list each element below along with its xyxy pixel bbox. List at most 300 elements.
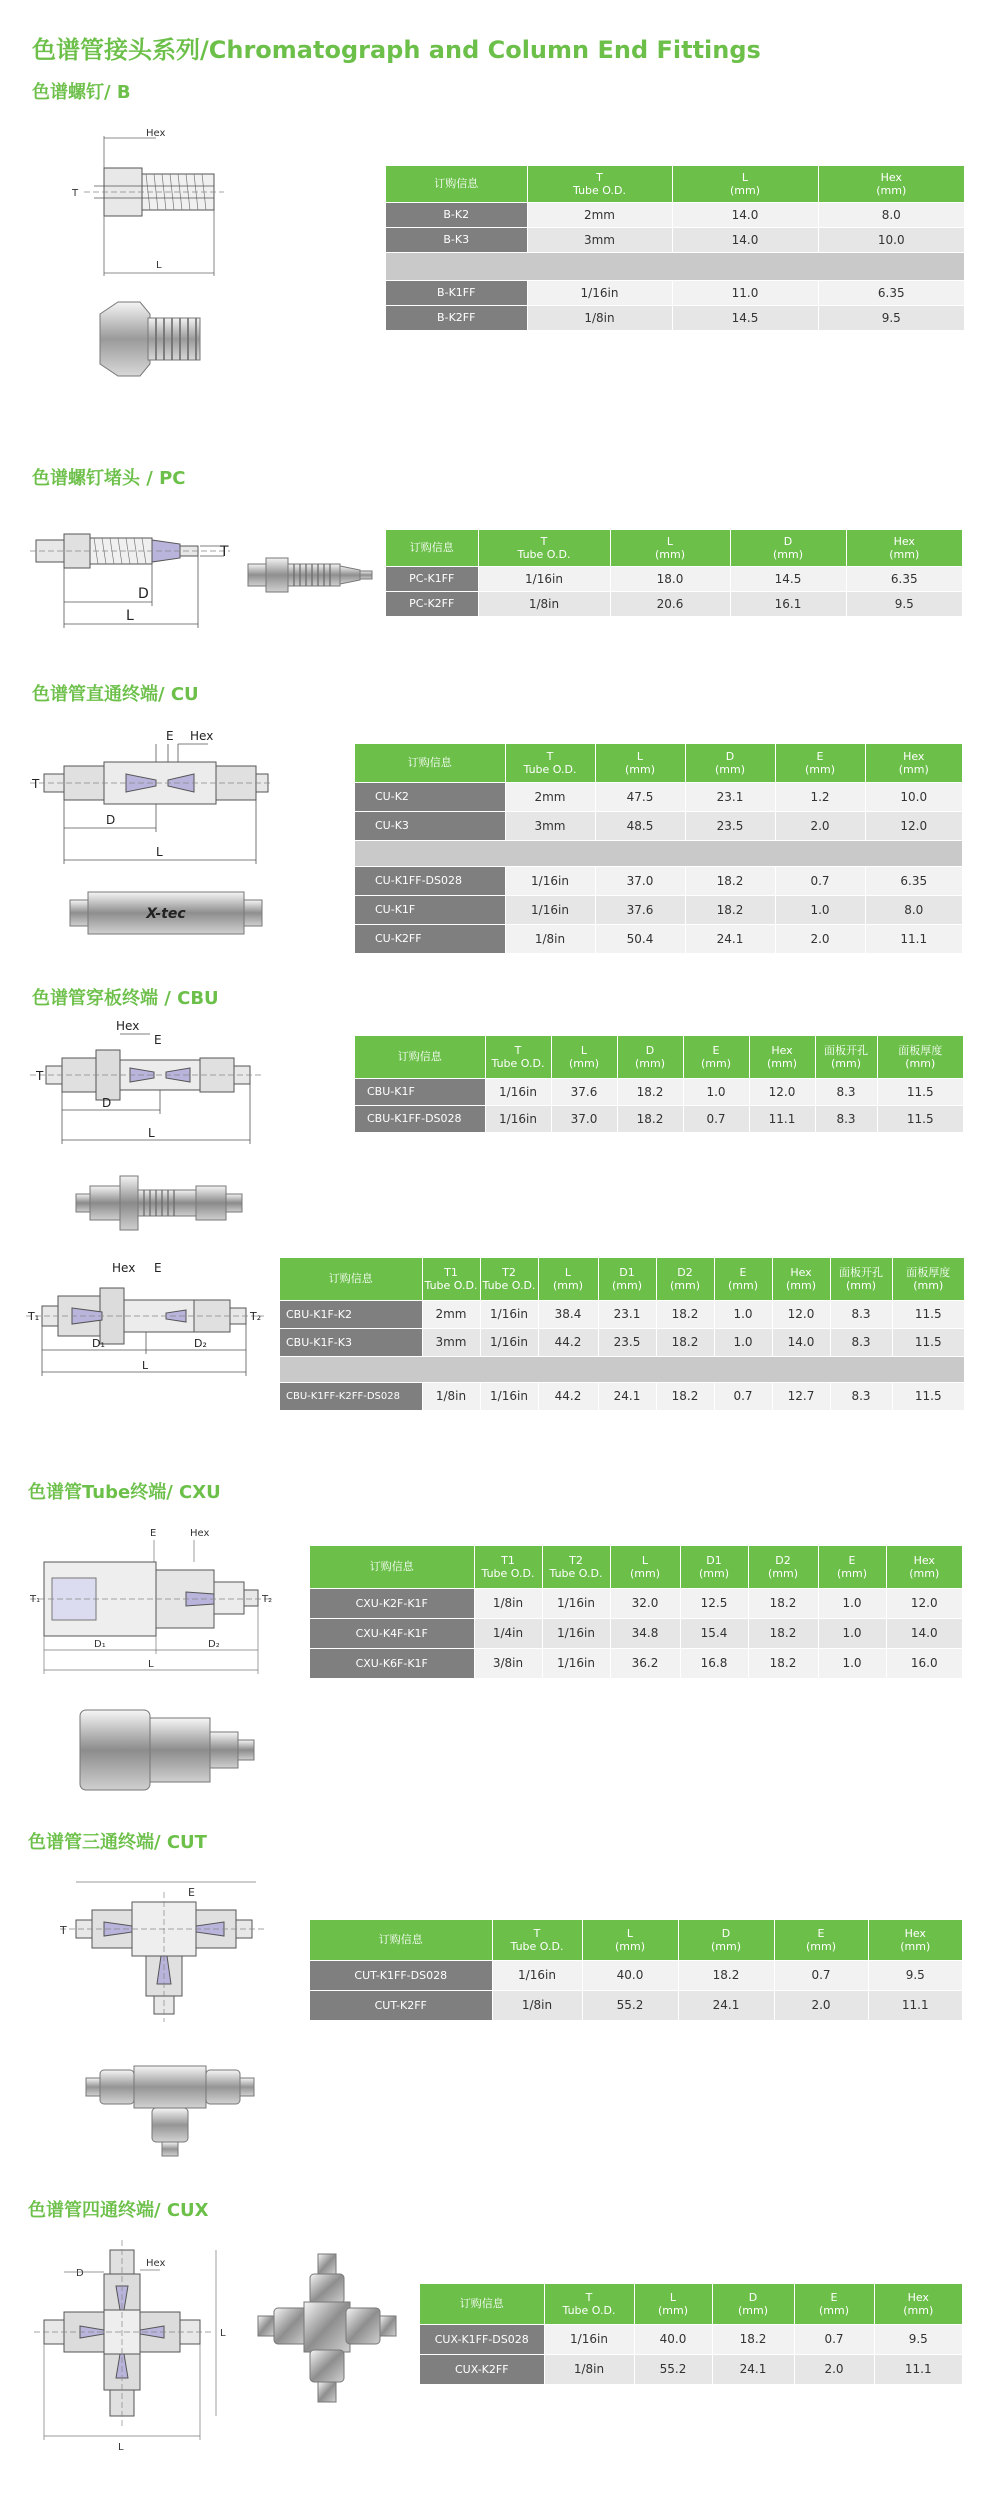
section-title-cux: 色谱管四通终端/ CUX xyxy=(28,2200,209,2221)
cbu-header-cell: T Tube O.D. xyxy=(485,1036,551,1078)
cut-header-cell: Hex (mm) xyxy=(868,1920,962,1960)
table-cell: 37.0 xyxy=(551,1105,617,1132)
table-cell: 0.7 xyxy=(775,866,865,895)
cu-spec-table xyxy=(355,744,962,953)
table-cell: 40.0 xyxy=(582,1960,678,1990)
table-cell: 14.0 xyxy=(672,227,818,252)
table-cell: 23.1 xyxy=(685,782,775,811)
cxu-product-photo xyxy=(72,1700,262,1800)
table-cell: 8.0 xyxy=(865,895,962,924)
table-cell: 11.5 xyxy=(877,1105,963,1132)
cxu-label-t2: T₂ xyxy=(262,1594,273,1605)
table-cell: 1.0 xyxy=(714,1328,772,1356)
cux-product-photo xyxy=(252,2250,402,2410)
cbu-header-cell: 面板开孔 (mm) xyxy=(815,1036,877,1078)
cxu-header-cell: 订购信息 xyxy=(310,1546,474,1588)
cbu2-header-cell: 面板开孔 (mm) xyxy=(830,1258,892,1300)
pc-header-cell: D (mm) xyxy=(730,530,846,566)
cbu2-label-t2: T₂ xyxy=(250,1310,262,1323)
cbu2-label-hex: Hex xyxy=(112,1261,136,1275)
cxu-spec-table xyxy=(310,1546,962,1678)
cbu2-header-cell: T2 Tube O.D. xyxy=(480,1258,538,1300)
table-cell: 11.5 xyxy=(892,1300,964,1328)
section-title-cxu: 色谱管Tube终端/ CXU xyxy=(28,1482,221,1503)
cu-product-photo xyxy=(66,886,266,940)
cux-label-l: L xyxy=(118,2442,124,2453)
table-cell: 12.0 xyxy=(886,1588,962,1618)
cut-product-photo xyxy=(80,2060,260,2160)
cux-header-row xyxy=(420,2284,962,2324)
table-cell: 1/16in xyxy=(527,280,672,305)
table-cell: 1/16in xyxy=(542,1588,610,1618)
cxu-label-l: L xyxy=(148,1659,154,1670)
table-row xyxy=(280,1382,964,1410)
table-cell: 38.4 xyxy=(538,1300,598,1328)
table-cell: 2.0 xyxy=(775,811,865,840)
cxu-label-t1: T₁ xyxy=(30,1594,41,1605)
table-cell: 1/16in xyxy=(492,1960,582,1990)
cxu-label-e: E xyxy=(150,1528,157,1539)
table-cell: 2mm xyxy=(422,1300,480,1328)
table-cell: 1/16in xyxy=(485,1105,551,1132)
table-cell: 40.0 xyxy=(634,2324,712,2354)
table-cell: 16.0 xyxy=(886,1648,962,1678)
cu-header-row xyxy=(355,744,962,782)
table-cell: 0.7 xyxy=(794,2324,874,2354)
cux-label-hex: Hex xyxy=(146,2258,166,2269)
cu-label-d: D xyxy=(106,813,116,827)
table-cell: 37.0 xyxy=(595,866,685,895)
cbu-header-row xyxy=(355,1036,963,1078)
table-cell: 37.6 xyxy=(595,895,685,924)
section-title-cbu: 色谱管穿板终端 / CBU xyxy=(32,988,219,1009)
table-cell: 2.0 xyxy=(794,2354,874,2384)
cux-header-cell: 订购信息 xyxy=(420,2284,544,2324)
table-cell: 44.2 xyxy=(538,1382,598,1410)
table-cell: 0.7 xyxy=(714,1382,772,1410)
table-cell: 32.0 xyxy=(610,1588,680,1618)
table-row xyxy=(280,1300,964,1328)
cux-header-cell: Hex (mm) xyxy=(874,2284,962,2324)
cux-header-cell: T Tube O.D. xyxy=(544,2284,634,2324)
table-cell: 9.5 xyxy=(846,591,962,616)
table-cell: 0.7 xyxy=(774,1960,868,1990)
cbu-spec-table xyxy=(355,1036,963,1132)
b-header-row xyxy=(386,166,964,202)
table-row xyxy=(310,1990,962,2020)
table-cell: CU-K1F xyxy=(355,895,505,924)
cbu-header-cell: Hex (mm) xyxy=(749,1036,815,1078)
table-cell: CU-K2FF xyxy=(355,924,505,953)
table-cell: 1/16in xyxy=(542,1618,610,1648)
table-cell: CBU-K1F xyxy=(355,1078,485,1105)
table-cell: CUX-K2FF xyxy=(420,2354,544,2384)
table-row xyxy=(310,1648,962,1678)
cux-label-d: D xyxy=(76,2268,84,2279)
b-label-hex: Hex xyxy=(146,128,166,139)
cu-label-e: E xyxy=(166,729,174,743)
table-cell: 44.2 xyxy=(538,1328,598,1356)
cbu2-label-t1: T₁ xyxy=(28,1310,40,1323)
table-cell: 18.2 xyxy=(656,1300,714,1328)
pc-technical-drawing xyxy=(30,520,245,635)
table-cell: 0.7 xyxy=(683,1105,749,1132)
cu-label-hex: Hex xyxy=(190,729,214,743)
table-cell: 1/16in xyxy=(480,1382,538,1410)
pc-header-cell: 订购信息 xyxy=(386,530,478,566)
cxu-header-cell: E (mm) xyxy=(818,1546,886,1588)
table-cell: CU-K3 xyxy=(355,811,505,840)
table-cell: CU-K1FF-DS028 xyxy=(355,866,505,895)
cux-technical-drawing xyxy=(30,2236,240,2456)
cux-header-cell: L (mm) xyxy=(634,2284,712,2324)
cbu2-header-cell: T1 Tube O.D. xyxy=(422,1258,480,1300)
table-cell: 18.2 xyxy=(685,866,775,895)
table-cell: 11.5 xyxy=(892,1328,964,1356)
table-cell: 14.5 xyxy=(672,305,818,330)
cut-header-cell: 订购信息 xyxy=(310,1920,492,1960)
table-cell: 1/8in xyxy=(505,924,595,953)
table-cell: 1.0 xyxy=(818,1588,886,1618)
table-cell: 1/8in xyxy=(422,1382,480,1410)
table-cell: 1/4in xyxy=(474,1618,542,1648)
table-cell: 47.5 xyxy=(595,782,685,811)
table-cell: 18.0 xyxy=(610,566,730,591)
table-cell: 11.1 xyxy=(874,2354,962,2384)
table-row xyxy=(355,1078,963,1105)
cbu2-header-row xyxy=(280,1258,964,1300)
table-cell: 6.35 xyxy=(818,280,964,305)
table-cell: 18.2 xyxy=(617,1105,683,1132)
pc-label-d: D xyxy=(138,586,149,602)
table-cell: 1.0 xyxy=(818,1648,886,1678)
b-header-cell: 订购信息 xyxy=(386,166,527,202)
table-cell: 8.3 xyxy=(830,1328,892,1356)
cu-photo-logo: X-tec xyxy=(146,906,186,922)
cbu2-label-l: L xyxy=(142,1359,149,1372)
table-cell: 1/16in xyxy=(480,1328,538,1356)
table-cell: 1/16in xyxy=(505,895,595,924)
table-cell: 16.1 xyxy=(730,591,846,616)
table-cell: 18.2 xyxy=(656,1328,714,1356)
table-cell: 1/16in xyxy=(485,1078,551,1105)
cbu-reducer-technical-drawing xyxy=(26,1258,266,1388)
table-cell: B-K1FF xyxy=(386,280,527,305)
cbu2-label-e: E xyxy=(154,1261,162,1275)
cut-spec-table xyxy=(310,1920,962,2020)
table-cell: B-K2FF xyxy=(386,305,527,330)
table-separator-row xyxy=(386,252,964,280)
table-cell: 6.35 xyxy=(846,566,962,591)
table-cell: 2mm xyxy=(505,782,595,811)
cu-header-cell: Hex (mm) xyxy=(865,744,962,782)
table-cell: 8.3 xyxy=(815,1105,877,1132)
table-cell: 3mm xyxy=(527,227,672,252)
table-cell: 1/16in xyxy=(480,1300,538,1328)
cbu2-label-d2: D₂ xyxy=(194,1337,207,1350)
table-cell: 14.0 xyxy=(886,1618,962,1648)
cut-label-t: T xyxy=(60,1924,67,1937)
table-cell: 1.0 xyxy=(683,1078,749,1105)
table-row xyxy=(386,566,962,591)
table-row xyxy=(310,1960,962,1990)
table-cell: 12.0 xyxy=(865,811,962,840)
pc-product-photo xyxy=(240,540,380,620)
table-cell: 14.0 xyxy=(672,202,818,227)
table-cell: 8.3 xyxy=(815,1078,877,1105)
table-cell: 18.2 xyxy=(712,2324,794,2354)
table-cell: 16.8 xyxy=(680,1648,748,1678)
table-row xyxy=(355,895,962,924)
cbu2-header-cell: D1 (mm) xyxy=(598,1258,656,1300)
cut-header-cell: L (mm) xyxy=(582,1920,678,1960)
table-cell: 1/8in xyxy=(478,591,610,616)
table-cell: 8.3 xyxy=(830,1300,892,1328)
table-cell: 18.2 xyxy=(748,1618,818,1648)
cxu-header-cell: T2 Tube O.D. xyxy=(542,1546,610,1588)
cbu-header-cell: E (mm) xyxy=(683,1036,749,1078)
table-cell: 18.2 xyxy=(617,1078,683,1105)
cu-label-t: T xyxy=(32,777,40,791)
b-spec-table xyxy=(386,166,964,330)
table-cell: 15.4 xyxy=(680,1618,748,1648)
table-cell: 14.5 xyxy=(730,566,846,591)
pc-spec-table xyxy=(386,530,962,616)
cbu-product-photo xyxy=(70,1168,250,1238)
table-cell: 23.1 xyxy=(598,1300,656,1328)
cbu2-header-cell: 订购信息 xyxy=(280,1258,422,1300)
table-cell: 23.5 xyxy=(598,1328,656,1356)
cbu-reducer-spec-table xyxy=(280,1258,964,1410)
table-cell: 1/16in xyxy=(544,2324,634,2354)
table-row xyxy=(280,1328,964,1356)
cu-header-cell: T Tube O.D. xyxy=(505,744,595,782)
table-cell: 1.0 xyxy=(818,1618,886,1648)
cbu-header-cell: 面板厚度 (mm) xyxy=(877,1036,963,1078)
cbu2-header-cell: Hex (mm) xyxy=(772,1258,830,1300)
table-cell: 18.2 xyxy=(748,1648,818,1678)
cbu2-header-cell: 面板厚度 (mm) xyxy=(892,1258,964,1300)
table-cell: 8.0 xyxy=(818,202,964,227)
cux-label-l-vertical: L xyxy=(220,2328,226,2339)
cu-header-cell: L (mm) xyxy=(595,744,685,782)
page-title: 色谱管接头系列/Chromatograph and Column End Fittings xyxy=(32,36,761,64)
section-title-b: 色谱螺钉/ B xyxy=(32,82,131,103)
cut-header-cell: T Tube O.D. xyxy=(492,1920,582,1960)
table-cell: 18.2 xyxy=(748,1588,818,1618)
table-cell: 1/8in xyxy=(492,1990,582,2020)
table-cell: 11.5 xyxy=(877,1078,963,1105)
table-cell: 8.3 xyxy=(830,1382,892,1410)
cut-header-cell: D (mm) xyxy=(678,1920,774,1960)
cbu2-header-cell: L (mm) xyxy=(538,1258,598,1300)
table-cell: CBU-K1FF-DS028 xyxy=(355,1105,485,1132)
table-cell: 20.6 xyxy=(610,591,730,616)
table-cell: CUT-K1FF-DS028 xyxy=(310,1960,492,1990)
table-cell: 1/8in xyxy=(544,2354,634,2384)
table-row xyxy=(386,305,964,330)
table-cell: 11.5 xyxy=(892,1382,964,1410)
table-row xyxy=(386,280,964,305)
table-row xyxy=(420,2324,962,2354)
table-cell: 24.1 xyxy=(712,2354,794,2384)
cux-spec-table xyxy=(420,2284,962,2384)
table-cell: 1/8in xyxy=(474,1588,542,1618)
table-cell: 9.5 xyxy=(868,1960,962,1990)
table-row xyxy=(355,1105,963,1132)
table-cell: 2.0 xyxy=(774,1990,868,2020)
table-row xyxy=(420,2354,962,2384)
table-cell: B-K2 xyxy=(386,202,527,227)
cbu-header-cell: 订购信息 xyxy=(355,1036,485,1078)
table-separator-row xyxy=(280,1356,964,1382)
table-cell: 48.5 xyxy=(595,811,685,840)
table-cell: 1/16in xyxy=(505,866,595,895)
table-cell: 1/16in xyxy=(542,1648,610,1678)
pc-header-cell: T Tube O.D. xyxy=(478,530,610,566)
cxu-header-cell: D2 (mm) xyxy=(748,1546,818,1588)
cbu-technical-drawing xyxy=(30,1010,270,1150)
table-cell: CXU-K2F-K1F xyxy=(310,1588,474,1618)
cut-header-row xyxy=(310,1920,962,1960)
table-row xyxy=(355,866,962,895)
table-row xyxy=(310,1618,962,1648)
table-cell: 1/16in xyxy=(478,566,610,591)
table-row xyxy=(355,924,962,953)
table-cell: 24.1 xyxy=(685,924,775,953)
section-title-cu: 色谱管直通终端/ CU xyxy=(32,684,199,705)
table-cell: 9.5 xyxy=(874,2324,962,2354)
pc-label-l: L xyxy=(126,608,134,624)
pc-header-cell: L (mm) xyxy=(610,530,730,566)
b-header-cell: T Tube O.D. xyxy=(527,166,672,202)
table-cell: 50.4 xyxy=(595,924,685,953)
table-cell: 36.2 xyxy=(610,1648,680,1678)
table-cell: CXU-K6F-K1F xyxy=(310,1648,474,1678)
cu-header-cell: E (mm) xyxy=(775,744,865,782)
table-row xyxy=(386,202,964,227)
table-cell: 24.1 xyxy=(678,1990,774,2020)
table-separator-row xyxy=(355,840,962,866)
b-label-l: L xyxy=(156,260,162,271)
pc-label-t: T xyxy=(220,544,229,560)
table-cell: 34.8 xyxy=(610,1618,680,1648)
cxu-label-d1: D₁ xyxy=(94,1639,106,1650)
cut-header-cell: E (mm) xyxy=(774,1920,868,1960)
table-cell: 11.0 xyxy=(672,280,818,305)
cu-technical-drawing xyxy=(30,722,270,872)
table-row xyxy=(355,811,962,840)
cxu-header-cell: T1 Tube O.D. xyxy=(474,1546,542,1588)
cbu-label-l: L xyxy=(148,1126,155,1140)
table-row xyxy=(386,227,964,252)
table-cell: PC-K1FF xyxy=(386,566,478,591)
cbu-label-hex: Hex xyxy=(116,1019,140,1033)
table-cell: 3/8in xyxy=(474,1648,542,1678)
cxu-technical-drawing xyxy=(30,1522,280,1682)
table-cell: 3mm xyxy=(422,1328,480,1356)
cxu-header-cell: D1 (mm) xyxy=(680,1546,748,1588)
cu-header-cell: 订购信息 xyxy=(355,744,505,782)
table-cell: CBU-K1F-K2 xyxy=(280,1300,422,1328)
cxu-header-cell: L (mm) xyxy=(610,1546,680,1588)
cbu-label-e: E xyxy=(154,1033,162,1047)
table-cell: PC-K2FF xyxy=(386,591,478,616)
table-cell: 1.2 xyxy=(775,782,865,811)
cbu-label-d: D xyxy=(102,1096,112,1110)
table-cell: B-K3 xyxy=(386,227,527,252)
cut-technical-drawing xyxy=(60,1872,270,2032)
table-row xyxy=(386,591,962,616)
b-label-t: T xyxy=(72,188,79,199)
table-cell: CBU-K1FF-K2FF-DS028 xyxy=(280,1382,422,1410)
table-cell: 12.0 xyxy=(749,1078,815,1105)
table-cell: 11.1 xyxy=(865,924,962,953)
cut-label-e: E xyxy=(188,1886,195,1899)
table-cell: CUX-K1FF-DS028 xyxy=(420,2324,544,2354)
cxu-header-cell: Hex (mm) xyxy=(886,1546,962,1588)
table-cell: 1/8in xyxy=(527,305,672,330)
pc-header-row xyxy=(386,530,962,566)
table-cell: 55.2 xyxy=(582,1990,678,2020)
table-cell: 11.1 xyxy=(749,1105,815,1132)
table-cell: 23.5 xyxy=(685,811,775,840)
cux-header-cell: D (mm) xyxy=(712,2284,794,2324)
table-cell: 1.0 xyxy=(714,1300,772,1328)
table-cell: 3mm xyxy=(505,811,595,840)
cu-label-l: L xyxy=(156,845,163,859)
table-cell: CXU-K4F-K1F xyxy=(310,1618,474,1648)
b-header-cell: L (mm) xyxy=(672,166,818,202)
b-product-photo xyxy=(92,292,212,384)
table-cell: 9.5 xyxy=(818,305,964,330)
table-cell: 12.5 xyxy=(680,1588,748,1618)
cbu2-header-cell: D2 (mm) xyxy=(656,1258,714,1300)
table-cell: 12.0 xyxy=(772,1300,830,1328)
cux-header-cell: E (mm) xyxy=(794,2284,874,2324)
cbu-header-cell: D (mm) xyxy=(617,1036,683,1078)
cbu-header-cell: L (mm) xyxy=(551,1036,617,1078)
table-cell: 11.1 xyxy=(868,1990,962,2020)
table-cell: 37.6 xyxy=(551,1078,617,1105)
table-cell: 2mm xyxy=(527,202,672,227)
table-cell: CUT-K2FF xyxy=(310,1990,492,2020)
table-cell: 12.7 xyxy=(772,1382,830,1410)
table-row xyxy=(310,1588,962,1618)
cbu2-header-cell: E (mm) xyxy=(714,1258,772,1300)
table-cell: 24.1 xyxy=(598,1382,656,1410)
table-cell: 6.35 xyxy=(865,866,962,895)
section-title-pc: 色谱螺钉堵头 / PC xyxy=(32,468,186,489)
cxu-label-hex: Hex xyxy=(190,1528,210,1539)
table-cell: 18.2 xyxy=(656,1382,714,1410)
cxu-header-row xyxy=(310,1546,962,1588)
section-title-cut: 色谱管三通终端/ CUT xyxy=(28,1832,207,1853)
table-cell: 18.2 xyxy=(678,1960,774,1990)
table-cell: 10.0 xyxy=(865,782,962,811)
table-cell: 14.0 xyxy=(772,1328,830,1356)
cbu-label-t: T xyxy=(36,1069,44,1083)
table-cell: 2.0 xyxy=(775,924,865,953)
cu-header-cell: D (mm) xyxy=(685,744,775,782)
table-cell: 1.0 xyxy=(775,895,865,924)
table-cell: CU-K2 xyxy=(355,782,505,811)
table-cell: 10.0 xyxy=(818,227,964,252)
table-cell: CBU-K1F-K3 xyxy=(280,1328,422,1356)
b-header-cell: Hex (mm) xyxy=(818,166,964,202)
cxu-label-d2: D₂ xyxy=(208,1639,220,1650)
pc-header-cell: Hex (mm) xyxy=(846,530,962,566)
